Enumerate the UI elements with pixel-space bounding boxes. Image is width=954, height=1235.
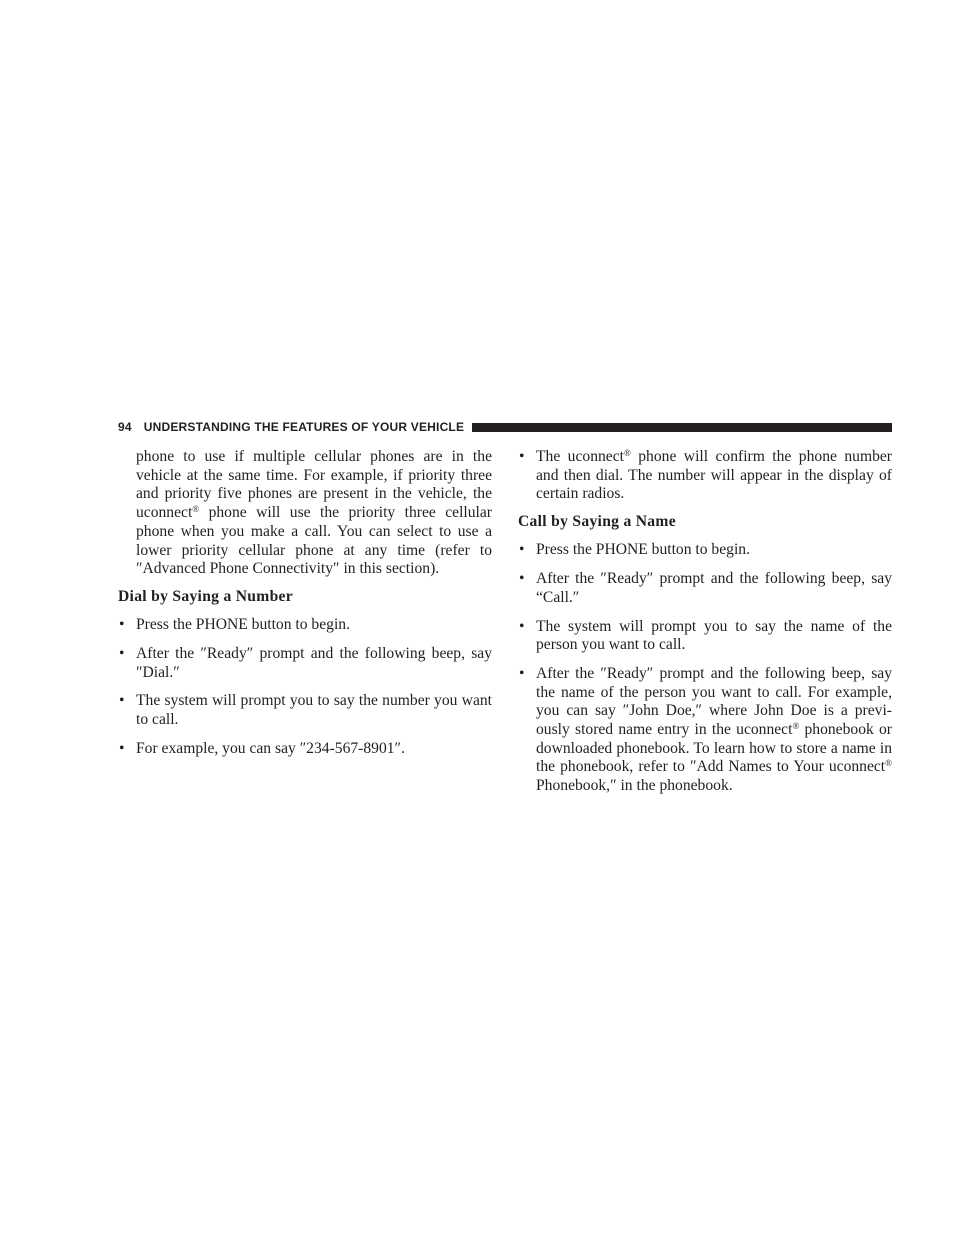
list-item: • After the ″Ready″ prompt and the following beep, say “Call.″ [518, 570, 892, 607]
registered-mark: ® [192, 504, 200, 515]
intro-paragraph: phone to use if multiple cellular phones are in the vehicle at the same time. For example, if priority three and priority five phones are present in the vehicle, the uconnect® phone will use the priority three cellular phone when you make a call. You can select to use a lower priority cellular phone at any time (refer to ″Advanced Phone Connectivity″ in this section). [136, 448, 492, 578]
list-item: • The uconnect® phone will confirm the phone number and then dial. The number will appear in the display of certain radios. [518, 448, 892, 504]
list-item: • The system will prompt you to say the name of the person you want to call. [518, 618, 892, 655]
list-item: • Press the PHONE button to begin. [118, 616, 492, 635]
list-item: • For example, you can say ″234-567-8901″. [118, 740, 492, 759]
registered-mark: ® [623, 448, 631, 458]
dial-steps-list [118, 616, 492, 758]
registered-mark: ® [792, 721, 800, 732]
list-item: • Press the PHONE button to begin. [518, 541, 892, 560]
list-item: • The system will prompt you to say the number you want to call. [118, 692, 492, 729]
page-number: 94 [118, 420, 132, 434]
heading-call-by-name: Call by Saying a Name [518, 513, 676, 531]
section-title: UNDERSTANDING THE FEATURES OF YOUR VEHICLE [143, 420, 465, 434]
list-item: • After the ″Ready″ prompt and the following beep, say ″Dial.″ [118, 645, 492, 682]
left-column [118, 448, 492, 758]
page-header [118, 418, 892, 436]
header-rule [472, 423, 892, 432]
list-item: • After the ″Ready″ prompt and the following beep, say the name of the person you want to call. For example, you can say ″John Doe,″ where John Doe is a previ-ously stored name entry in the uconnect® phonebook or downloaded phonebook. To learn how to store a name in the phonebook, refer to ″Add Names to Your uconnect® Phonebook,″ in the phonebook. [518, 665, 892, 796]
right-column [518, 448, 892, 796]
registered-mark: ® [885, 758, 892, 769]
call-steps-list [518, 541, 892, 795]
confirm-list [518, 448, 892, 504]
heading-dial-by-number: Dial by Saying a Number [118, 588, 293, 606]
